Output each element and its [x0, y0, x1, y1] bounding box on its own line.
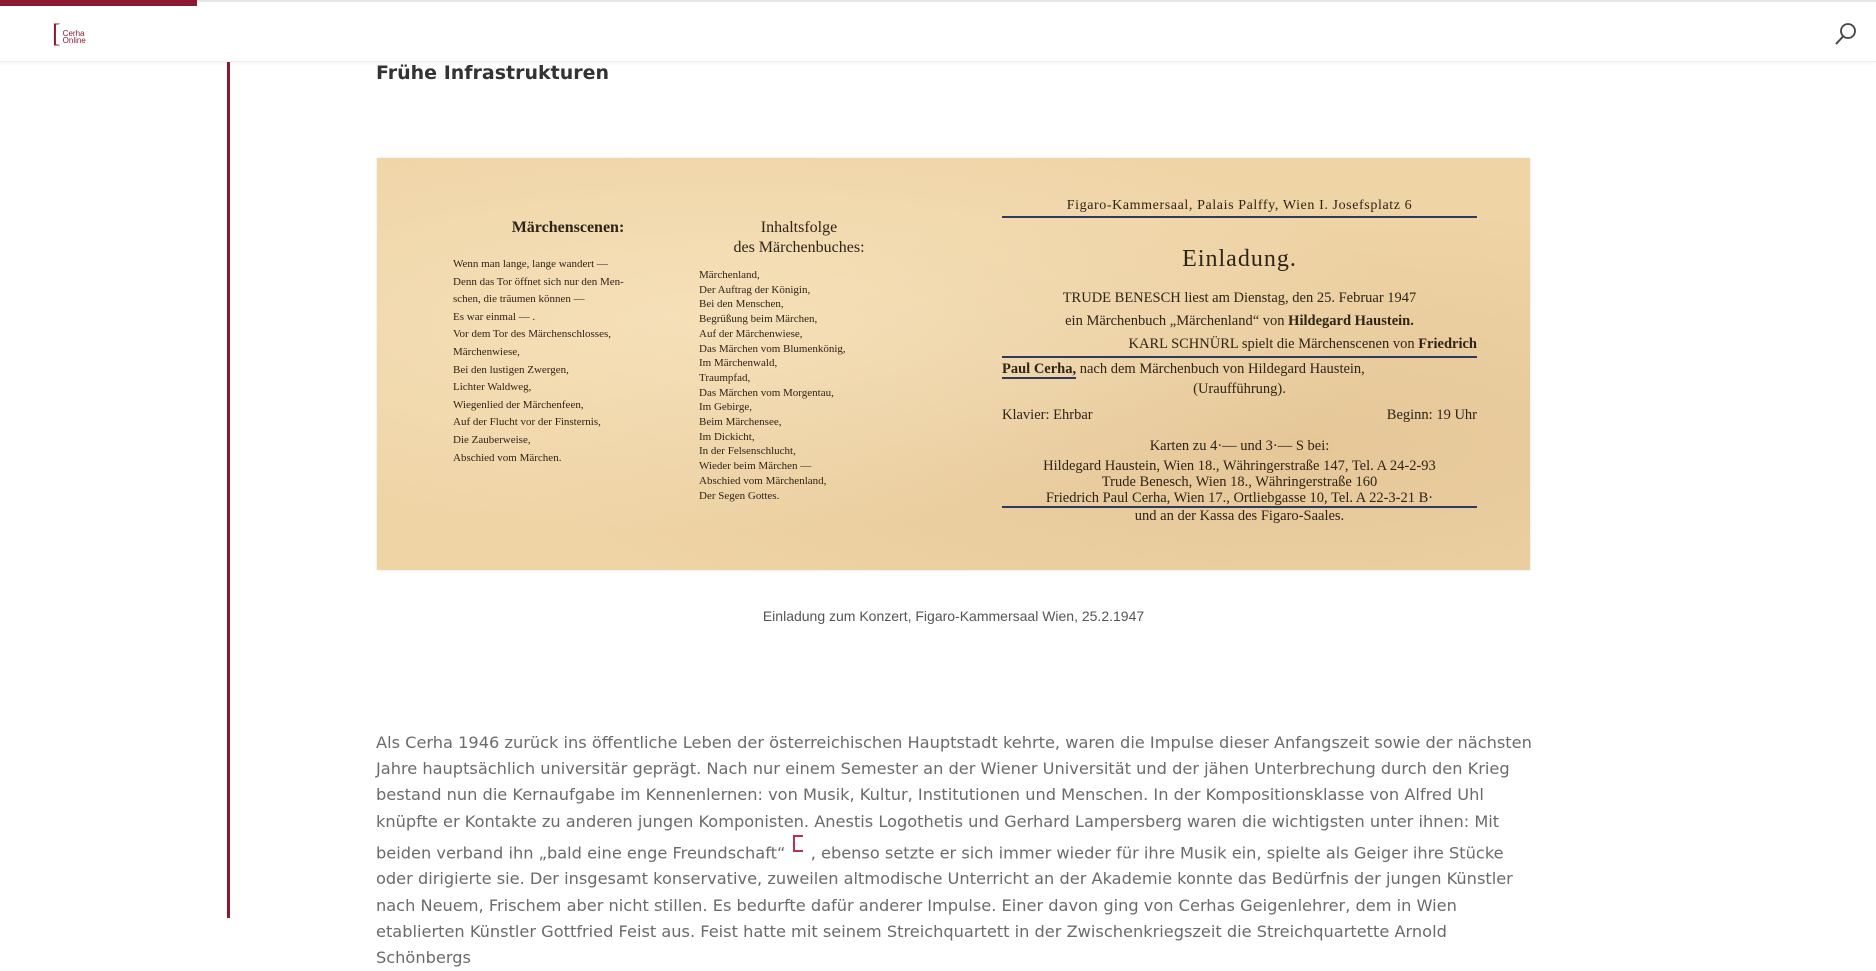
inhaltsfolge-item: Wieder beim Märchen —	[699, 460, 812, 473]
author-name: Hildegard Haustein.	[1288, 313, 1414, 329]
section-title: Frühe Infrastrukturen	[376, 62, 610, 84]
marchenscenen-item: Die Zauberweise,	[453, 433, 531, 446]
marchenscenen-item: Märchenwiese,	[453, 345, 520, 358]
ticket-line-2: Trude Benesch, Wien 18., Währingerstraße 160	[1101, 474, 1378, 490]
composer-first-name: Friedrich	[1418, 336, 1477, 352]
logo-line-2: Online	[62, 36, 86, 45]
ticket-line-1: Hildegard Haustein, Wien 18., Währingerstraße 147, Tel. A 24-2-93	[1043, 458, 1436, 474]
inhaltsfolge-item: Abschied vom Märchenland,	[699, 474, 827, 487]
marchenscenen-item: Wenn man lange, lange wandert —	[453, 258, 608, 270]
marchenscenen-item: Bei den lustigen Zwergen,	[453, 363, 569, 376]
reading-progress-bar	[0, 0, 197, 6]
begin-time: Beginn: 19 Uhr	[1386, 407, 1477, 423]
marchenscenen-item: Es war einmal — .	[453, 310, 536, 323]
site-logo[interactable]	[52, 21, 92, 47]
site-header	[0, 0, 1876, 62]
venue-line: Figaro-Kammersaal, Palais Palffy, Wien I. Josefsplatz 6	[1002, 198, 1477, 218]
performance-line-1-text: KARL SCHNÜRL spielt die Märchenscenen von	[1128, 336, 1419, 352]
inhaltsfolge-item: Beim Märchensee,	[699, 416, 782, 429]
left-accent-line	[227, 61, 230, 918]
inhaltsfolge-item: Auf der Märchenwiese,	[699, 327, 803, 340]
logo-line-1: Cerha	[62, 29, 85, 38]
inhaltsfolge-item: Das Märchen vom Morgentau,	[699, 386, 834, 399]
inhaltsfolge-item: Das Märchen vom Blumenkönig,	[699, 342, 846, 355]
marchenscenen-item: Abschied vom Märchen.	[453, 451, 562, 464]
inhaltsfolge-item: Der Segen Gottes.	[699, 489, 780, 502]
marchenscenen-heading: Märchenscenen:	[511, 219, 625, 236]
inhaltsfolge-item: In der Felsenschlucht,	[699, 445, 796, 458]
performance-line-2-text: nach dem Märchenbuch von Hildegard Haustein,	[1076, 361, 1365, 377]
piano-begin-row	[1002, 407, 1477, 424]
inhaltsfolge-item: Märchenland,	[699, 269, 760, 281]
reading-line-2	[1002, 310, 1477, 333]
inhaltsfolge-item: Im Märchenwald,	[699, 357, 778, 370]
marchenscenen-column	[453, 218, 683, 467]
inhaltsfolge-item: Begrüßung beim Märchen,	[699, 313, 818, 326]
ticket-line-4: und an der Kassa des Figaro-Saales.	[1134, 508, 1345, 524]
inhaltsfolge-item: Der Auftrag der Königin,	[699, 283, 811, 296]
inhaltsfolge-item: Bei den Menschen,	[699, 298, 784, 311]
inhaltsfolge-item: Im Gebirge,	[699, 401, 752, 414]
ticket-line-3: Friedrich Paul Cerha, Wien 17., Ortliebgasse 10, Tel. A 22-3-21 B·	[1002, 490, 1477, 508]
marchenscenen-item: Vor dem Tor des Märchenschlosses,	[453, 328, 611, 341]
marchenscenen-item: schen, die träumen können —	[453, 293, 585, 306]
footnote-bracket-icon[interactable]	[793, 835, 803, 852]
invitation-image	[377, 158, 1530, 570]
inhaltsfolge-item: Im Dickicht,	[699, 430, 755, 443]
marchenscenen-item: Auf der Flucht vor der Finsternis,	[453, 416, 601, 429]
performance-line-1	[1002, 333, 1477, 358]
inhaltsfolge-item: Traumpfad,	[699, 371, 751, 384]
tickets-block	[1002, 438, 1477, 524]
body-text-part2: , ebenso setzte er sich immer wieder für ihre Musik ein, spielte als Geiger ihre Stücke oder dirigierte sie. Der insgesamt konservative, zuweilen altmodische Unterricht an der Akademie konnte das Bedürfnis der jungen Künstler nach Neuem, Frischem aber nicht stillen. Es bedurfte dafür anderer Impulse. Einer davon ging von Cerhas Geigenlehrer, dem in Wien etablierten Künstler Gottfried Feist aus. Feist hatte mit seinem Streichquartett in der Zwischenkriegszeit die Streichquartette Arnold Schönbergs	[376, 843, 1513, 968]
inhaltsfolge-column	[699, 218, 899, 503]
inhaltsfolge-heading	[699, 218, 899, 258]
reading-announcement	[1002, 287, 1477, 333]
logo-wordmark	[63, 24, 86, 44]
marchenscenen-item: Denn das Tor öffnet sich nur den Men-	[453, 275, 624, 288]
marchenscenen-item: Wiegenlied der Märchenfeen,	[453, 398, 584, 411]
piano-label: Klavier: Ehrbar	[1002, 407, 1093, 423]
performance-line-2	[1002, 358, 1477, 381]
inhaltsfolge-list	[699, 268, 899, 503]
inhaltsfolge-heading-line1: Inhaltsfolge	[760, 219, 838, 236]
reading-line-1: TRUDE BENESCH liest am Dienstag, den 25. Februar 1947	[1062, 290, 1417, 306]
invitation-text-column	[1002, 198, 1477, 524]
search-icon[interactable]	[1834, 22, 1858, 46]
premiere-note: (Uraufführung).	[1193, 381, 1286, 397]
reading-line-2-text: ein Märchenbuch „Märchenland“ von	[1065, 313, 1289, 329]
reading-progress-track	[0, 0, 1876, 2]
performance-announcement	[1002, 333, 1477, 397]
logo-bracket: [	[52, 19, 61, 48]
body-text-part1: Als Cerha 1946 zurück ins öffentliche Leben der österreichischen Hauptstadt kehrte, waren die Impulse dieser Anfangszeit sowie der nächsten Jahre hauptsächlich universitär geprägt. Nach nur einem Semester an der Wiener Universität und der jähen Unterbrechung durch den Krieg bestand nun die Kernaufgabe im Kennenlernen: von Musik, Kultur, Institutionen und Menschen. In der Kompositionsklasse von Alfred Uhl knüpfte er Kontakte zu anderen jungen Komponisten. Anestis Logothetis und Gerhard Lampersberg waren die wichtigsten unter ihnen: Mit beiden verband ihn „bald eine enge Freundschaft“	[376, 733, 1532, 863]
body-paragraph	[376, 730, 1536, 971]
tickets-heading: Karten zu 4·— und 3·— S bei:	[1149, 438, 1330, 454]
composer-last-name: Paul Cerha,	[1002, 361, 1077, 377]
marchenscenen-list	[453, 256, 683, 467]
marchenscenen-item: Lichter Waldweg,	[453, 381, 532, 394]
inhaltsfolge-heading-line2: des Märchenbuches:	[733, 239, 865, 256]
image-caption: Einladung zum Konzert, Figaro-Kammersaal Wien, 25.2.1947	[762, 608, 1145, 624]
invitation-title: Einladung.	[1182, 246, 1297, 272]
